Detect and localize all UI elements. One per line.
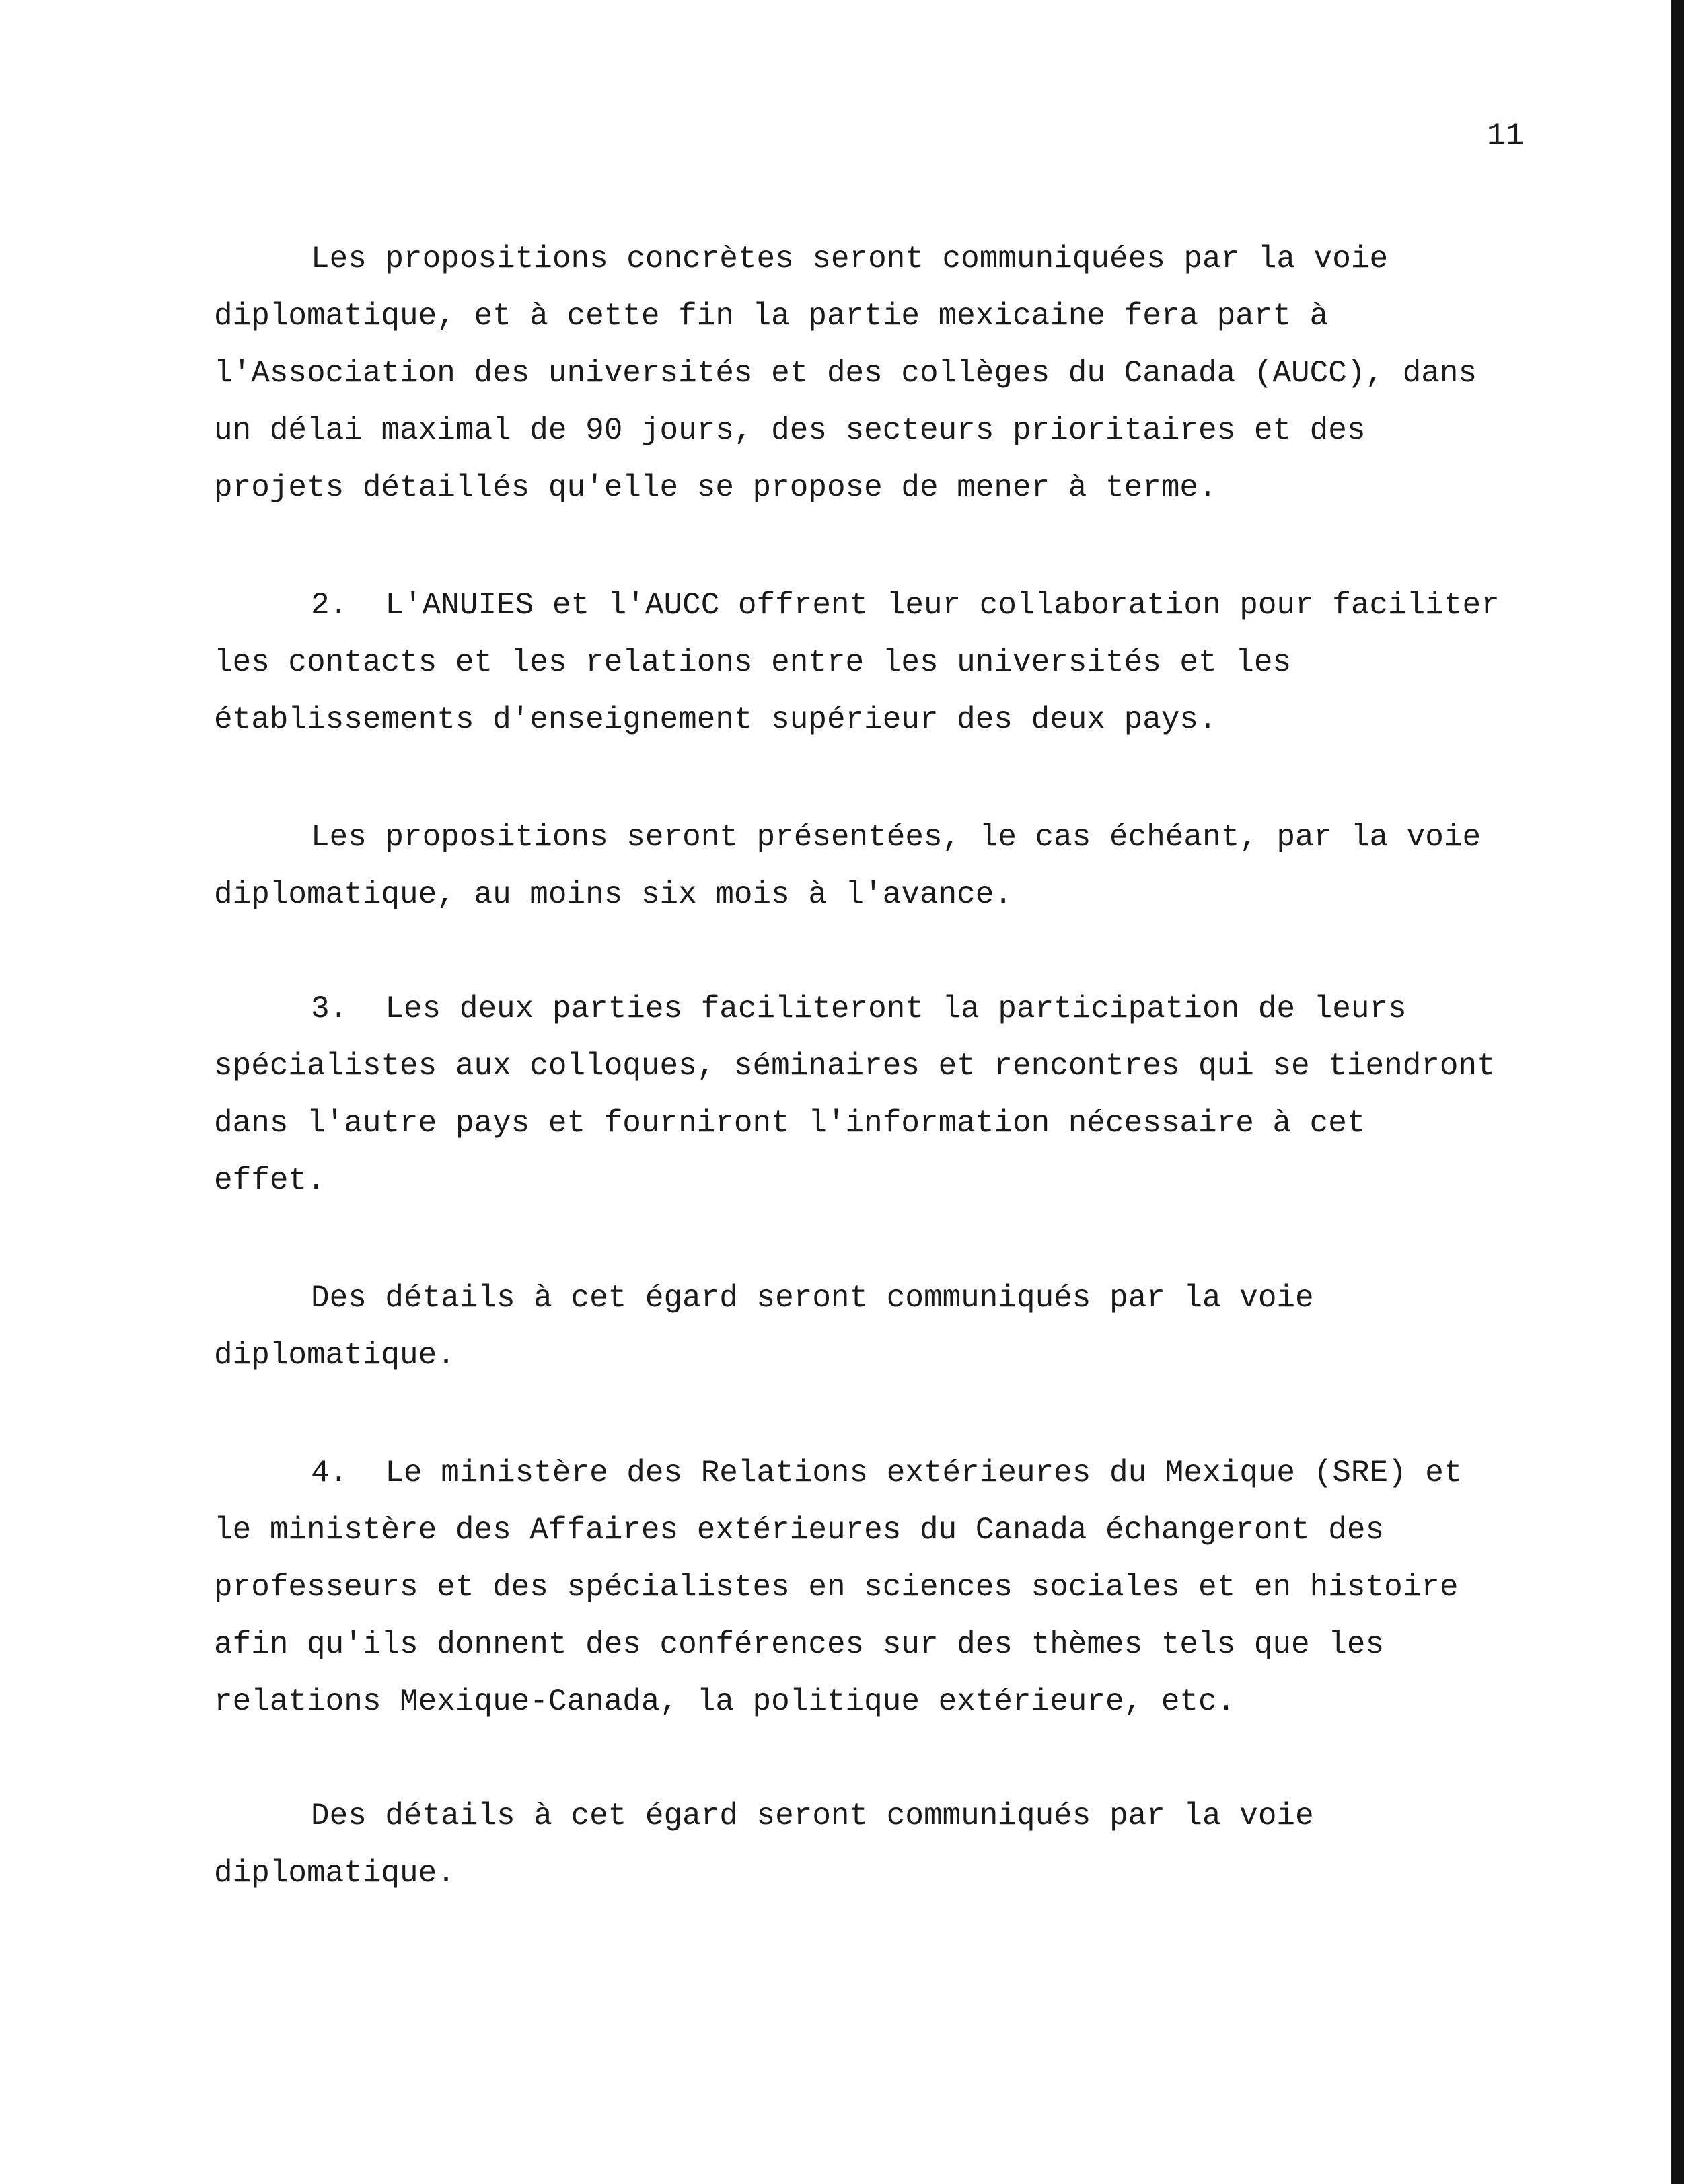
text-line: effet. bbox=[214, 1163, 326, 1198]
text-line: Des détails à cet égard seront communiqués par la voie bbox=[311, 1281, 1314, 1316]
text-line: Les propositions seront présentées, le cas échéant, par la voie bbox=[311, 820, 1481, 855]
text-line: professeurs et des spécialistes en sciences sociales et en histoire bbox=[214, 1570, 1459, 1605]
text-line: Des détails à cet égard seront communiqués par la voie bbox=[311, 1799, 1314, 1834]
text-line: projets détaillés qu'elle se propose de mener à terme. bbox=[214, 470, 1217, 505]
text-line: 4. Le ministère des Relations extérieures du Mexique (SRE) et bbox=[311, 1456, 1463, 1491]
text-line: 3. Les deux parties faciliteront la participation de leurs bbox=[311, 991, 1407, 1026]
text-line: diplomatique. bbox=[214, 1338, 455, 1373]
text-line: les contacts et les relations entre les universités et les bbox=[214, 645, 1292, 680]
text-line: spécialistes aux colloques, séminaires et rencontres qui se tiendront bbox=[214, 1049, 1496, 1084]
text-line: afin qu'ils donnent des conférences sur des thèmes tels que les bbox=[214, 1627, 1385, 1662]
text-line: relations Mexique-Canada, la politique extérieure, etc. bbox=[214, 1684, 1236, 1719]
scan-page-edge bbox=[1671, 0, 1684, 2184]
text-line: diplomatique, et à cette fin la partie mexicaine fera part à bbox=[214, 299, 1329, 334]
text-line: diplomatique. bbox=[214, 1856, 455, 1891]
text-line: l'Association des universités et des collèges du Canada (AUCC), dans bbox=[214, 356, 1477, 391]
text-line: établissements d'enseignement supérieur des deux pays. bbox=[214, 702, 1217, 737]
text-line: diplomatique, au moins six mois à l'avance. bbox=[214, 877, 1013, 912]
text-line: le ministère des Affaires extérieures du Canada échangeront des bbox=[214, 1513, 1385, 1548]
text-line: dans l'autre pays et fourniront l'information nécessaire à cet bbox=[214, 1106, 1366, 1141]
page-number: 11 bbox=[1487, 118, 1525, 153]
text-line: 2. L'ANUIES et l'AUCC offrent leur collaboration pour faciliter bbox=[311, 588, 1500, 623]
text-line: Les propositions concrètes seront communiquées par la voie bbox=[311, 241, 1389, 276]
text-line: un délai maximal de 90 jours, des secteurs prioritaires et des bbox=[214, 413, 1366, 448]
